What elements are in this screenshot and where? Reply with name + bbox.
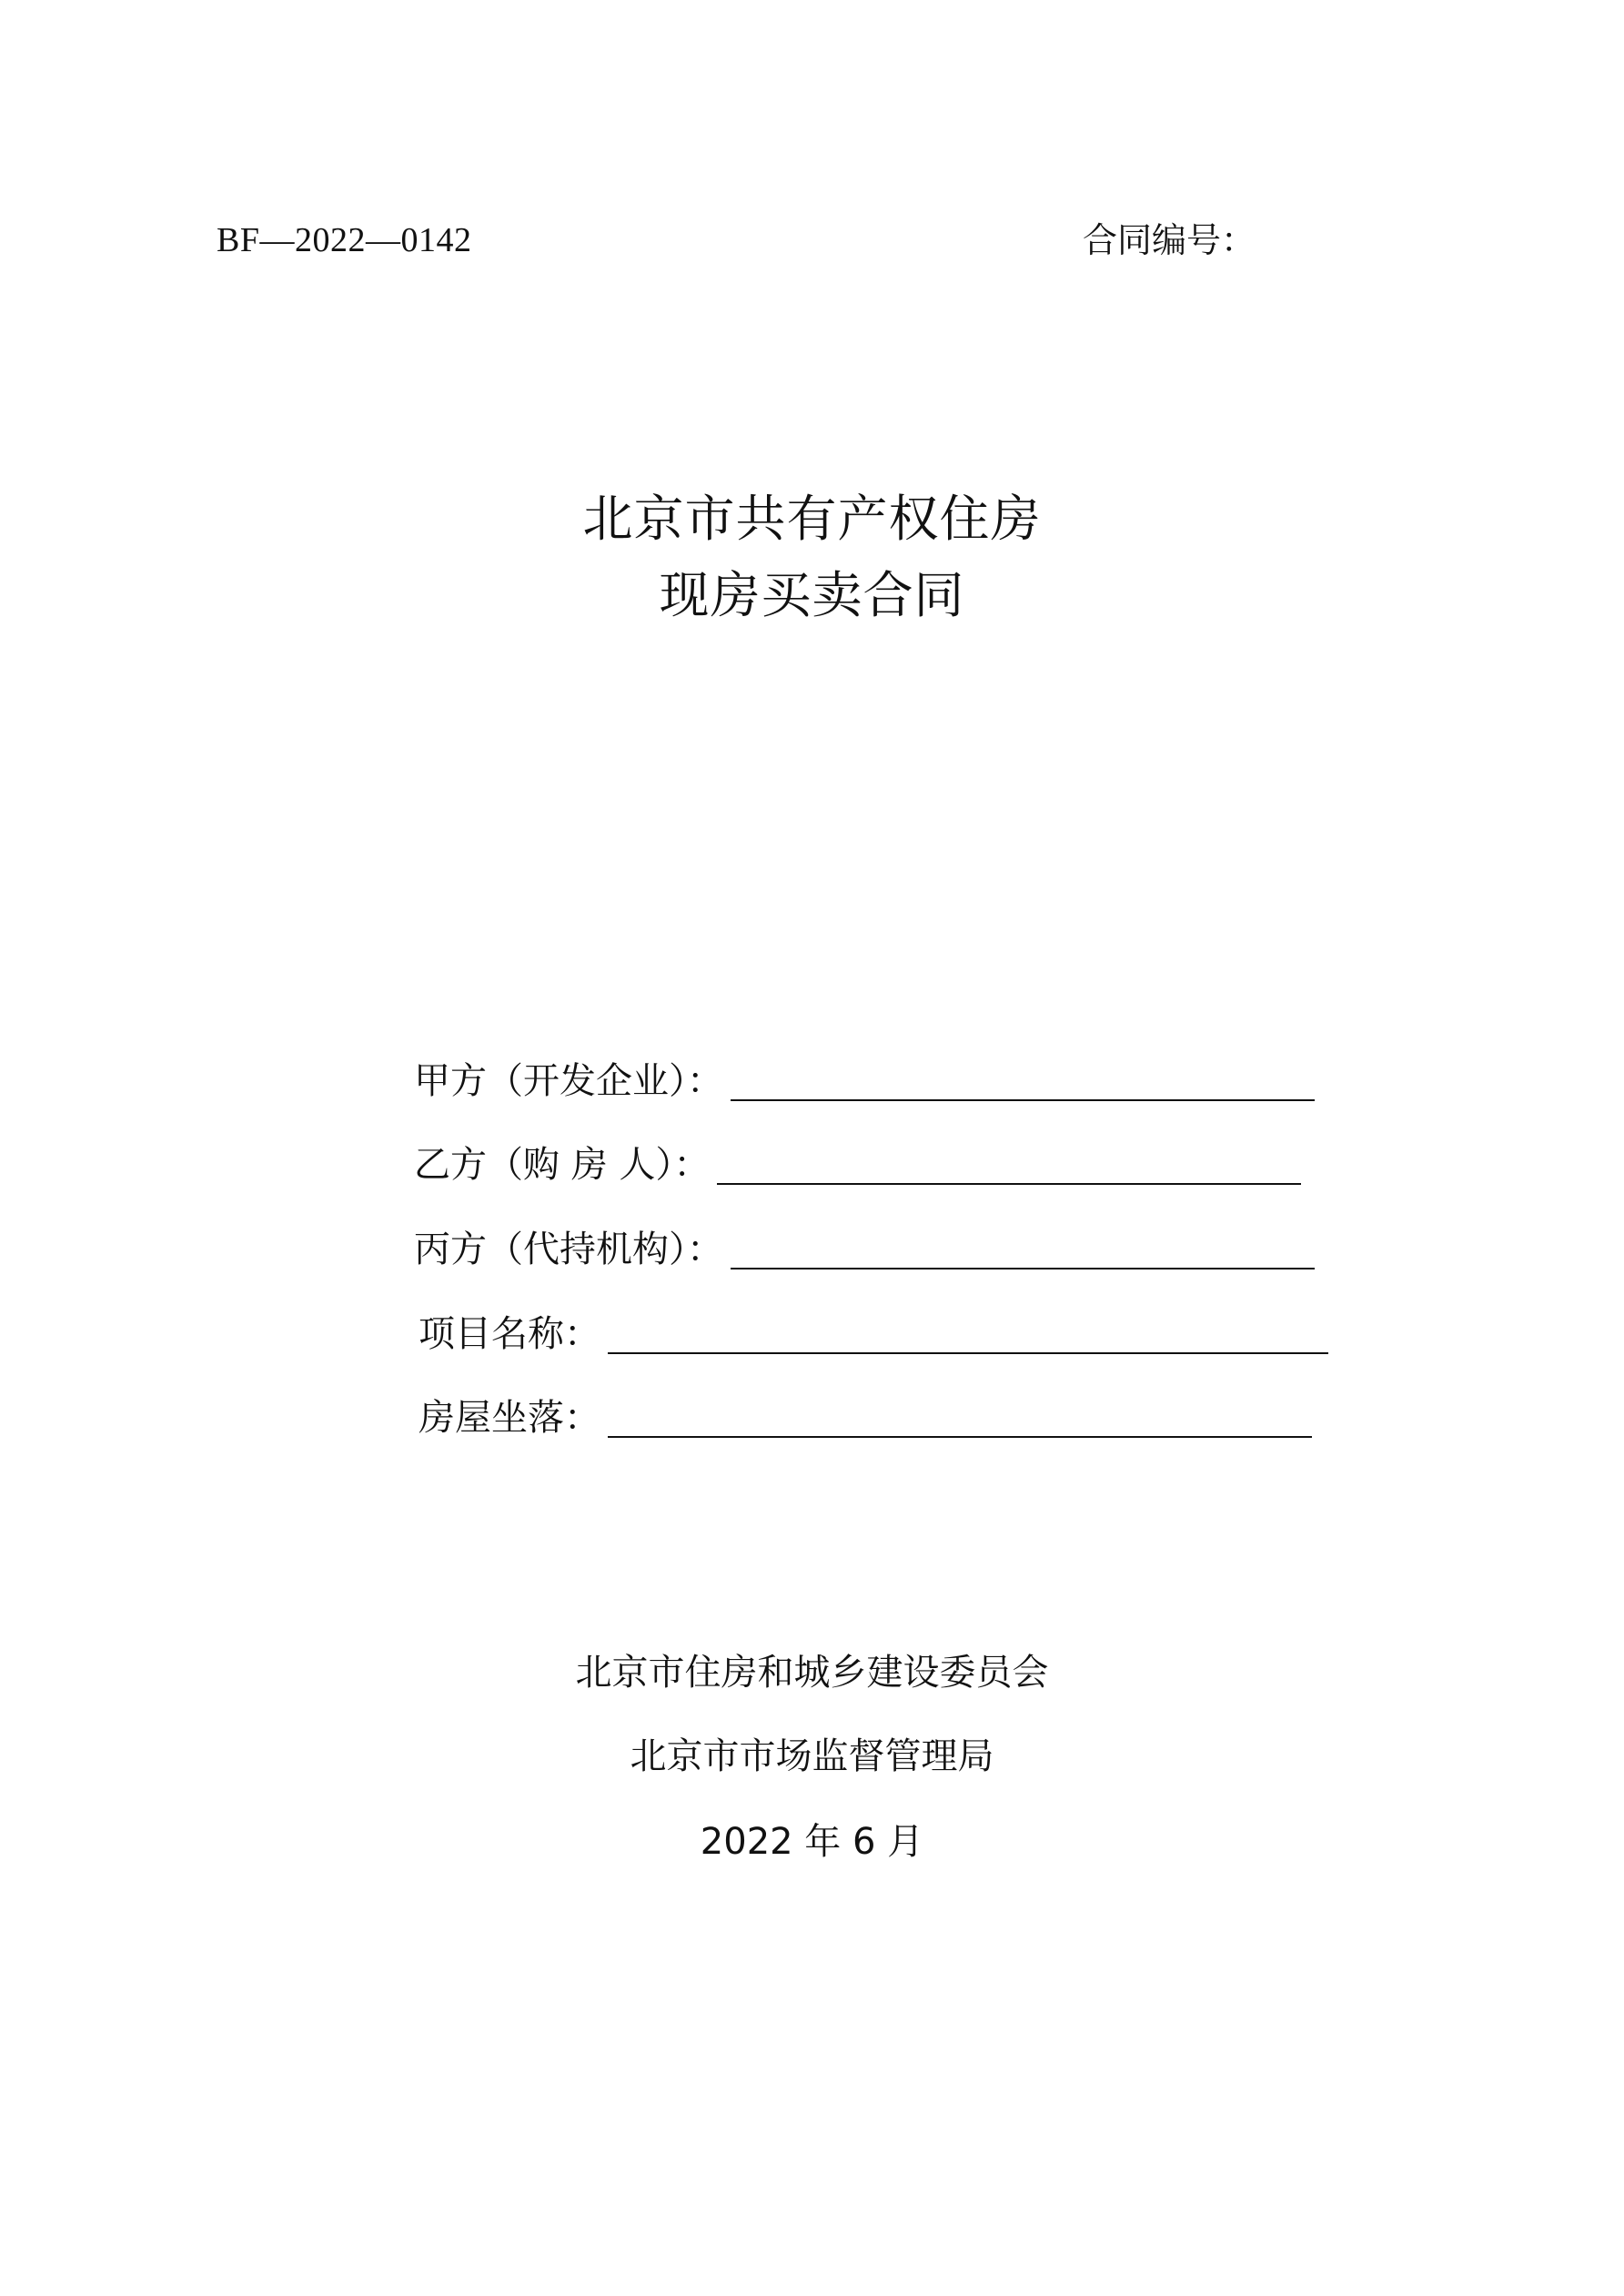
project-name-label: 项目名称： <box>419 1313 600 1355</box>
party-b-label: 乙方（购 房 人）： <box>414 1144 711 1186</box>
form-code: BF—2022—0142 <box>217 221 472 259</box>
party-a-label: 甲方（开发企业）： <box>414 1060 723 1102</box>
party-a-blank-line[interactable] <box>731 1099 1315 1101</box>
issue-date: 2022 年 6 月 <box>700 1821 924 1863</box>
party-a-field <box>414 1054 1315 1108</box>
house-location-blank-line[interactable] <box>608 1436 1312 1438</box>
party-b-blank-line[interactable] <box>717 1183 1301 1185</box>
party-b-field <box>414 1138 1301 1192</box>
house-location-field <box>419 1391 1312 1445</box>
document-title-line-2: 现房买卖合同 <box>659 566 965 624</box>
party-c-label: 丙方（代持机构）： <box>414 1229 723 1270</box>
project-name-field <box>419 1307 1328 1361</box>
issuer-housing-commission: 北京市住房和城乡建设委员会 <box>575 1652 1049 1694</box>
document-title-line-1: 北京市共有产权住房 <box>582 490 1042 548</box>
project-name-blank-line[interactable] <box>608 1352 1328 1354</box>
party-c-blank-line[interactable] <box>731 1268 1315 1269</box>
issuer-market-regulation-bureau: 北京市市场监督管理局 <box>630 1735 994 1777</box>
contract-number-label: 合同编号： <box>1083 220 1256 260</box>
party-c-field <box>414 1222 1315 1277</box>
house-location-label: 房屋坐落： <box>419 1397 600 1439</box>
